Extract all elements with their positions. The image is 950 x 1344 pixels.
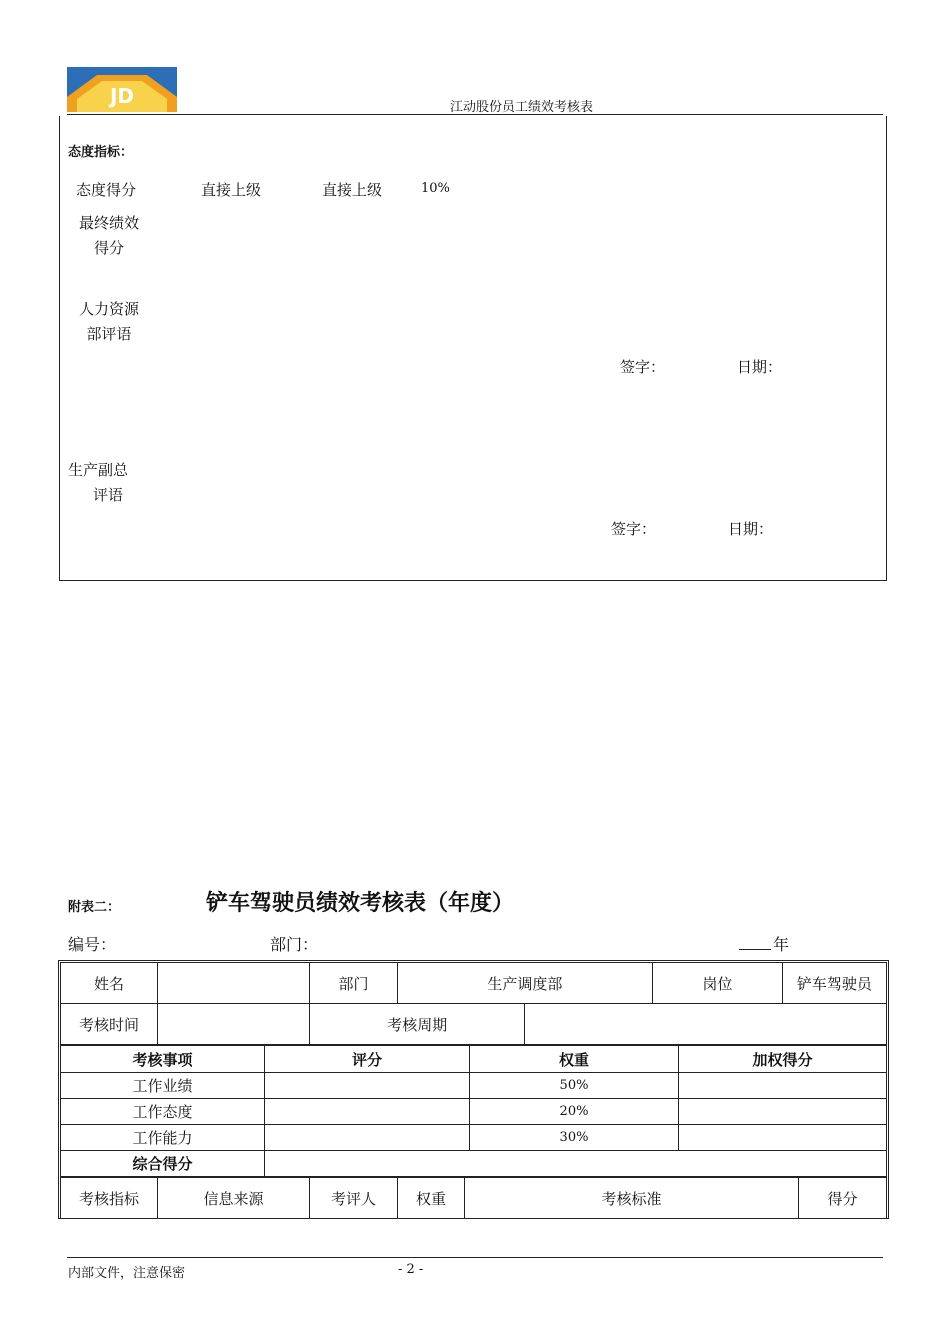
year-label: 年 — [773, 935, 790, 954]
vp-sign-label: 签字： — [611, 520, 657, 538]
post-label: 岗位 — [652, 963, 782, 1004]
score-table — [60, 1045, 887, 1177]
row-weighted[interactable] — [679, 1099, 887, 1125]
appendix-label: 附表二： — [68, 900, 121, 915]
attitude-weight: 10% — [421, 181, 450, 196]
attitude-reviewer: 直接上级 — [322, 181, 383, 199]
row-score[interactable] — [265, 1099, 470, 1125]
table-row — [61, 1073, 887, 1099]
review-time-field[interactable] — [158, 1004, 310, 1045]
header-weight: 权重 — [470, 1046, 679, 1073]
table-row — [61, 1125, 887, 1151]
name-label: 姓名 — [61, 963, 158, 1004]
table-row — [61, 1099, 887, 1125]
vp-date-label: 日期： — [728, 520, 774, 538]
indicator-table — [60, 1177, 887, 1219]
post-value: 铲车驾驶员 — [782, 963, 886, 1004]
form-title: 铲车驾驶员绩效考核表（年度） — [206, 891, 515, 916]
logo-graphic — [67, 67, 177, 112]
attitude-heading: 态度指标： — [68, 145, 134, 160]
criteria-header: 考核标准 — [465, 1178, 799, 1219]
review-time-label: 考核时间 — [61, 1004, 158, 1045]
row-item: 工作能力 — [61, 1125, 265, 1151]
confidential-note: 内部文件，注意保密 — [68, 1266, 186, 1281]
header-divider — [67, 114, 883, 115]
vp-comment-label-line1: 生产副总 — [68, 461, 129, 479]
weight-header: 权重 — [398, 1178, 465, 1219]
hr-comment-label-line2: 部评语 — [86, 325, 132, 343]
row-weighted[interactable] — [679, 1125, 887, 1151]
hr-comment-label-line1: 人力资源 — [78, 300, 139, 318]
row-score[interactable] — [265, 1073, 470, 1099]
company-logo — [67, 67, 177, 112]
row-item: 工作态度 — [61, 1099, 265, 1125]
attitude-source: 直接上级 — [201, 181, 262, 199]
review-period-label: 考核周期 — [310, 1004, 525, 1045]
total-score-label: 综合得分 — [61, 1151, 265, 1177]
review-period-field[interactable] — [525, 1004, 887, 1045]
attitude-score-label: 态度得分 — [76, 181, 137, 199]
final-score-label-line2: 得分 — [93, 239, 124, 257]
header-item: 考核事项 — [61, 1046, 265, 1073]
dept-label: 部门： — [270, 935, 319, 954]
name-field[interactable] — [158, 963, 310, 1004]
info-source-header: 信息来源 — [158, 1178, 310, 1219]
svg-text:JD: JD — [109, 84, 135, 108]
dept-value: 生产调度部 — [398, 963, 653, 1004]
vp-comment-label-line2: 评语 — [93, 486, 124, 504]
row-score[interactable] — [265, 1125, 470, 1151]
year-blank[interactable] — [739, 949, 771, 950]
final-score-label-line1: 最终绩效 — [78, 214, 139, 232]
row-weighted[interactable] — [679, 1073, 887, 1099]
row-weight: 20% — [470, 1099, 679, 1125]
header-title: 江动股份员工绩效考核表 — [450, 100, 594, 115]
number-label: 编号： — [68, 935, 117, 954]
indicator-header: 考核指标 — [61, 1178, 158, 1219]
row-item: 工作业绩 — [61, 1073, 265, 1099]
hr-sign-label: 签字： — [620, 358, 666, 376]
dept-cell-label: 部门 — [310, 963, 398, 1004]
page-number: - 2 - — [398, 1262, 424, 1277]
reviewer-header: 考评人 — [310, 1178, 398, 1219]
row-weight: 50% — [470, 1073, 679, 1099]
comments-box — [59, 116, 887, 581]
total-score-field[interactable] — [265, 1151, 887, 1177]
score-header: 得分 — [799, 1178, 887, 1219]
info-table — [60, 962, 887, 1045]
footer-divider — [67, 1257, 883, 1258]
header-score: 评分 — [265, 1046, 470, 1073]
hr-date-label: 日期： — [737, 358, 783, 376]
row-weight: 30% — [470, 1125, 679, 1151]
header-weighted: 加权得分 — [679, 1046, 887, 1073]
